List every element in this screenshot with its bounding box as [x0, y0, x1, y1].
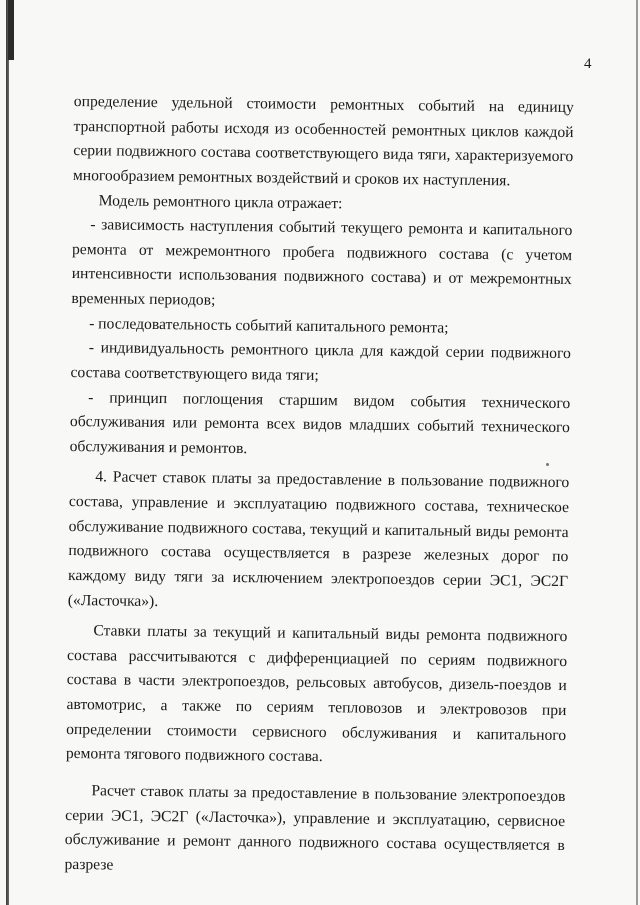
scan-left-edge-mark [8, 0, 14, 60]
paragraph-continuation: определение удельной стоимости ремонтных событий на единицу транспортной работы исходя из особенностей ремонтных циклов каждой серии подвижного состава соответствующего вида тяги, характеризуемого многообразием ремонтных воздействий и сроков их наступления. [72, 92, 574, 190]
paragraph-section-4: 4. Расчет ставок платы за предоставление в пользование подвижного состава, управление и эксплуатацию подвижного состава, техническое обслуживание подвижного состава, текущий и капитальный виды ремонта подвижного состава осуществляется в разрезе железных дорог по каждому виду тяги за исключением электропоездов серии ЭС1, ЭС2Г («Ласточка»). [67, 468, 570, 610]
page-number: 4 [584, 56, 592, 72]
list-item-dependency: - зависимость наступления событий текущего ремонта и капитального ремонта от межремонтного пробега подвижного состава (с учетом интенсивности использования подвижного состава) и от межремонтных временных периодов; [71, 216, 573, 309]
list-item-absorption: - принцип поглощения старшим видом события технического обслуживания или ремонта всех видов младших событий технического обслуживания и ремонтов. [69, 388, 571, 457]
list-item-sequence: - последовательность событий капитального ремонта; [89, 314, 449, 337]
scan-left-edge [6, 0, 9, 905]
paragraph-lastochka: Расчет ставок платы за предоставление в пользование электропоездов серии ЭС1, ЭС2Г («Ласточка»), управление и эксплуатацию, сервисное обслуживание и ремонт данного подвижного состава осуществляется в разрезе [64, 782, 566, 874]
list-item-individuality: - индивидуальность ремонтного цикла для каждой серии подвижного состава соответствующего вида тяги; [70, 339, 571, 384]
paragraph-model-intro: Модель ремонтного цикла отражает: [98, 191, 343, 212]
scan-right-edge [636, 0, 638, 905]
scan-speck [546, 463, 549, 466]
body-text [64, 90, 574, 883]
paragraph-rates-differentiation: Ставки платы за текущий и капитальный виды ремонта подвижного состава рассчитываются с дифференциацией по сериям подвижного состава в части электропоездов, рельсовых автобусов, дизель-поездов и автомотрис, а также по сериям тепловозов и электровозов при определении стоимости сервисного обслуживания и капитального ремонта тягового подвижного состава. [65, 622, 568, 766]
